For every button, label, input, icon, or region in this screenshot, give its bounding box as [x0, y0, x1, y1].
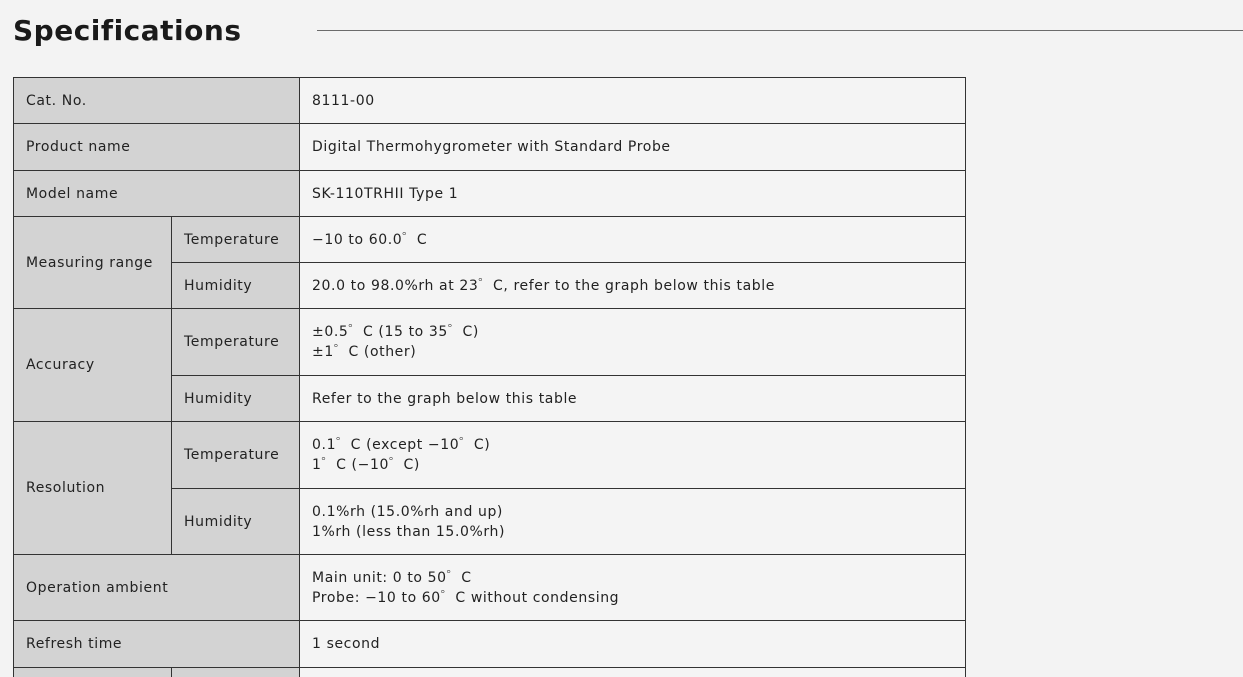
row-measuring-range-temperature [14, 217, 966, 263]
title-divider [317, 30, 1243, 31]
product-name-label: Product name [14, 124, 300, 171]
spec-table [13, 77, 966, 677]
measuring-range-humidity-label: Humidity [172, 263, 300, 309]
row-product-name [14, 124, 966, 171]
row-refresh-time [14, 621, 966, 668]
row-model-name [14, 171, 966, 217]
cat-no-value: 8111-00 [300, 78, 966, 124]
accuracy-humidity-label: Humidity [172, 376, 300, 422]
accuracy-temperature-line: ±0.5゜C (15 to 35゜C) [312, 324, 479, 340]
row-cat-no [14, 78, 966, 124]
resolution-temperature-line: 1゜C (−10゜C) [312, 457, 420, 473]
resolution-humidity-value [300, 489, 966, 555]
product-name-value: Digital Thermohygrometer with Standard Probe [300, 124, 966, 171]
next-row-label [14, 668, 172, 677]
resolution-humidity-line: 0.1%rh (15.0%rh and up) [312, 503, 503, 520]
resolution-label: Resolution [14, 422, 172, 555]
resolution-temperature-label: Temperature [172, 422, 300, 489]
model-name-label: Model name [14, 171, 300, 217]
cat-no-label: Cat. No. [14, 78, 300, 124]
row-operation-ambient [14, 555, 966, 621]
row-next-partial [14, 668, 966, 677]
accuracy-temperature-label: Temperature [172, 309, 300, 376]
row-resolution-temperature [14, 422, 966, 489]
measuring-range-humidity-value: 20.0 to 98.0%rh at 23゜C, refer to the graph below this table [300, 263, 966, 309]
refresh-time-label: Refresh time [14, 621, 300, 668]
operation-ambient-line: Main unit: 0 to 50゜C [312, 569, 472, 586]
resolution-temperature-line: 0.1゜C (except −10゜C) [312, 437, 491, 453]
accuracy-temperature-value [300, 309, 966, 376]
resolution-humidity-line: 1%rh (less than 15.0%rh) [312, 523, 506, 540]
resolution-humidity-label: Humidity [172, 489, 300, 555]
accuracy-label: Accuracy [14, 309, 172, 422]
measuring-range-label: Measuring range [14, 217, 172, 309]
accuracy-humidity-value: Refer to the graph below this table [300, 376, 966, 422]
operation-ambient-value [300, 555, 966, 621]
next-row-value [300, 668, 966, 677]
measuring-range-temperature-label: Temperature [172, 217, 300, 263]
next-row-sublabel [172, 668, 300, 677]
refresh-time-value: 1 second [300, 621, 966, 668]
model-name-value: SK-110TRHII Type 1 [300, 171, 966, 217]
row-accuracy-temperature [14, 309, 966, 376]
accuracy-temperature-line: ±1゜C (other) [312, 344, 417, 360]
measuring-range-temperature-value: −10 to 60.0゜C [300, 217, 966, 263]
operation-ambient-line: Probe: −10 to 60゜C without condensing [312, 589, 620, 606]
resolution-temperature-value [300, 422, 966, 489]
page-title: Specifications [13, 14, 242, 47]
operation-ambient-label: Operation ambient [14, 555, 300, 621]
